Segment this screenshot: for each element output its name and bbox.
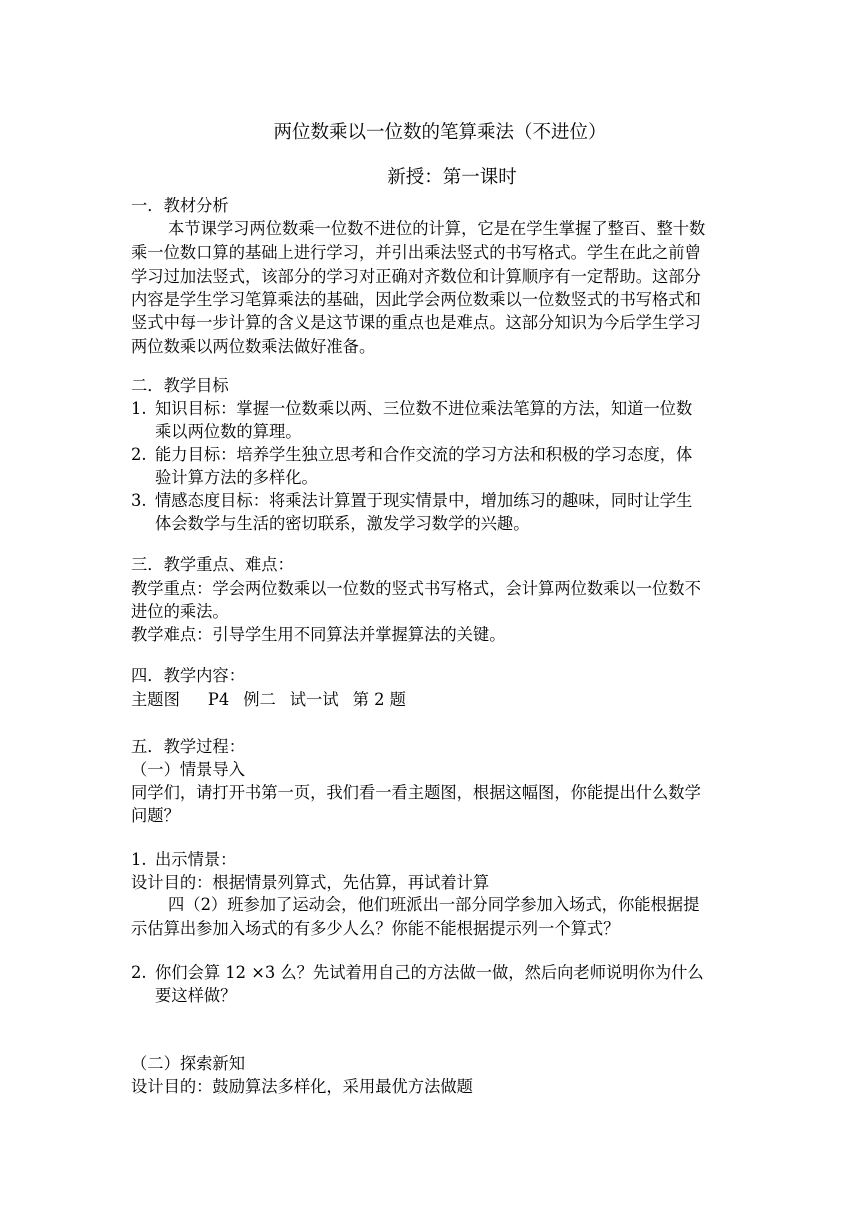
- list-item-text: 知识目标：掌握一位数乘以两、三位数不进位乘法笔算的方法，知道一位数: [155, 399, 693, 418]
- paragraph-line: 设计目的：根据情景列算式，先估算，再试着计算: [131, 873, 490, 892]
- step-text: 你们会算 12 ×3 么？先试着用自己的方法做一做，然后向老师说明你为什么: [155, 963, 704, 982]
- content-item: 主题图: [131, 690, 180, 709]
- step-text: 要这样做？: [155, 986, 237, 1005]
- page-title: 两位数乘以一位数的笔算乘法（不进位）: [273, 122, 607, 143]
- step-number: 2.: [131, 963, 147, 982]
- paragraph-line: 学习过加法竖式，该部分的学习对正确对齐数位和计算顺序有一定帮助。这部分: [131, 267, 701, 286]
- step-number: 1.: [131, 850, 147, 869]
- paragraph-line: 设计目的：鼓励算法多样化，采用最优方法做题: [131, 1077, 473, 1096]
- content-item: 例二: [243, 690, 276, 709]
- list-item-text: 情感态度目标：将乘法计算置于现实情景中，增加练习的趣味，同时让学生: [155, 491, 693, 510]
- paragraph-line: 竖式中每一步计算的含义是这节课的重点也是难点。这部分知识为今后学生学习: [131, 313, 701, 332]
- list-item-number: 1.: [131, 399, 147, 418]
- paragraph-line: 示估算出参加入场式的有多少人么？你能不能根据提示列一个算式？: [131, 919, 620, 938]
- paragraph-line: 两位数乘以两位数乘法做好准备。: [131, 337, 376, 356]
- list-item-number: 2.: [131, 445, 147, 464]
- paragraph-line: 四（2）班参加了运动会，他们班派出一部分同学参加入场式，你能根据提: [168, 895, 700, 914]
- paragraph-line: 同学们，请打开书第一页，我们看一看主题图，根据这幅图，你能提出什么数学: [131, 783, 701, 802]
- list-item-text: 乘以两位数的算理。: [155, 422, 302, 441]
- teaching-content: [131, 692, 406, 708]
- content-item: P4: [207, 690, 230, 709]
- paragraph-line: 本节课学习两位数乘一位数不进位的计算，它是在学生掌握了整百、整十数: [168, 219, 706, 238]
- subsection-heading: （一）情景导入: [131, 760, 245, 779]
- list-item-text: 体会数学与生活的密切联系，激发学习数学的兴趣。: [155, 514, 530, 533]
- paragraph-line: 教学重点：学会两位数乘以一位数的竖式书写格式，会计算两位数乘以一位数不: [131, 579, 701, 598]
- section-heading-4: 四．教学内容：: [131, 666, 245, 685]
- paragraph-line: 乘一位数口算的基础上进行学习，并引出乘法竖式的书写格式。学生在此之前曾: [131, 243, 701, 262]
- list-item-number: 3.: [131, 491, 147, 510]
- step-text: 出示情景：: [155, 850, 237, 869]
- section-heading-1: 一．教材分析: [131, 196, 229, 215]
- paragraph-line: 内容是学生学习笔算乘法的基础，因此学会两位数乘以一位数竖式的书写格式和: [131, 290, 701, 309]
- content-item: 第 2 题: [352, 690, 406, 709]
- paragraph-line: 进位的乘法。: [131, 602, 229, 621]
- page-subtitle: 新授：第一课时: [387, 167, 517, 188]
- section-heading-3: 三．教学重点、难点：: [131, 555, 294, 574]
- list-item-text: 能力目标：培养学生独立思考和合作交流的学习方法和积极的学习态度，体: [155, 445, 693, 464]
- section-heading-2: 二．教学目标: [131, 376, 229, 395]
- section-heading-5: 五．教学过程：: [131, 737, 245, 756]
- content-item: 试一试: [289, 690, 339, 709]
- paragraph-line: 教学难点：引导学生用不同算法并掌握算法的关键。: [131, 625, 506, 644]
- paragraph-line: 问题？: [131, 806, 180, 825]
- subsection-heading: （二）探索新知: [131, 1054, 245, 1073]
- list-item-text: 验计算方法的多样化。: [155, 468, 318, 487]
